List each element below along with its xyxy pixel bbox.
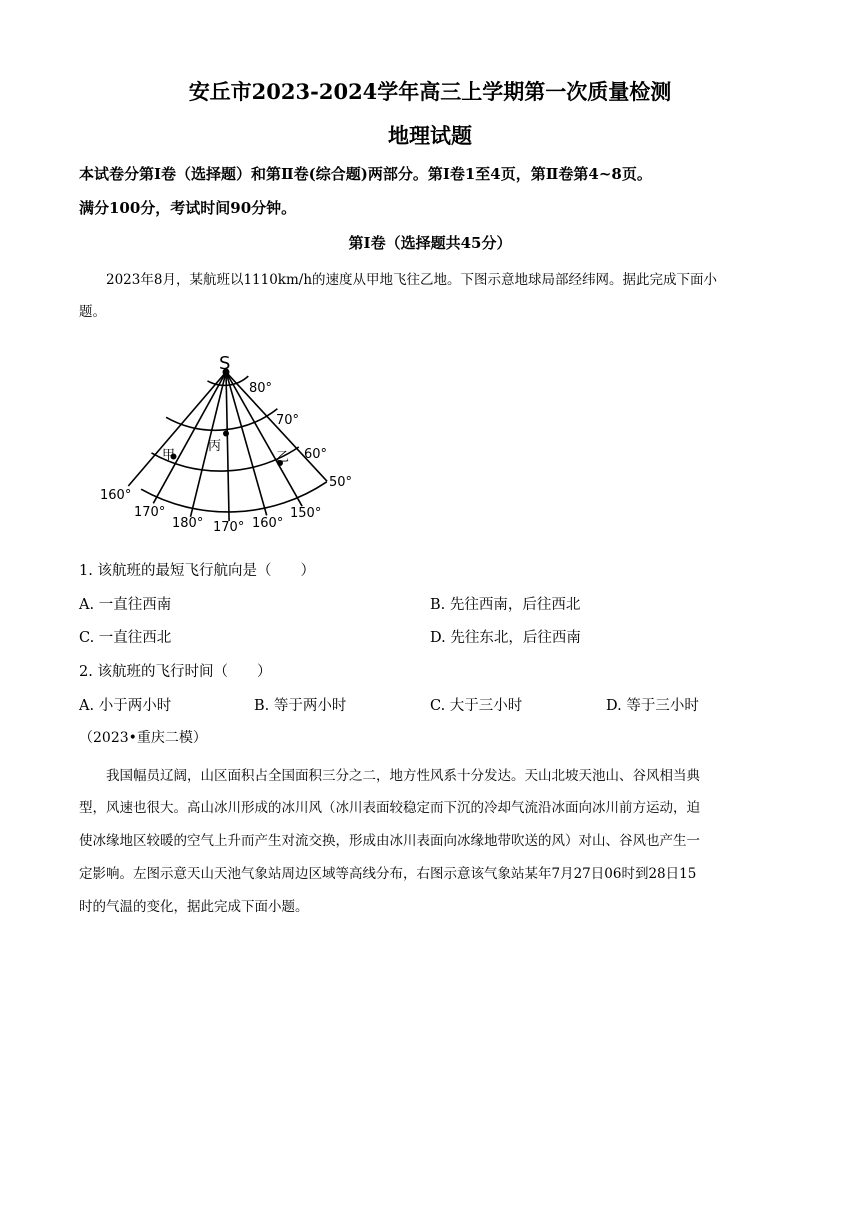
question-2-stem: 2. 该航班的飞行时间（ ） bbox=[79, 664, 272, 680]
lon-label-180: 180° bbox=[172, 516, 204, 531]
point-label-yi: 乙 bbox=[276, 450, 290, 465]
passage-2-line-1: 我国幅员辽阔，山区面积占全国面积三分之二，地方性风系十分发达。天山北坡天池山、谷风相当典 bbox=[106, 768, 700, 784]
lon-label-170w: 170° bbox=[134, 505, 166, 520]
question-1-stem: 1. 该航班的最短飞行航向是（ ） bbox=[79, 563, 315, 579]
section-1-title: 第Ⅰ卷（选择题共45分） bbox=[348, 234, 512, 252]
lon-label-160e: 160° bbox=[252, 516, 284, 531]
question-1-option-a[interactable]: A. 一直往西南 bbox=[79, 597, 172, 613]
lat-label-60: 60° bbox=[304, 447, 328, 462]
question-1-option-c[interactable]: C. 一直往西北 bbox=[79, 630, 172, 646]
intro-line-2: 满分100分，考试时间90分钟。 bbox=[79, 199, 297, 217]
lon-label-170e: 170° bbox=[213, 520, 245, 535]
passage-2-line-5: 时的气温的变化，据此完成下面小题。 bbox=[79, 899, 309, 915]
latitude-line-70 bbox=[166, 409, 277, 431]
question-2-option-a[interactable]: A. 小于两小时 bbox=[79, 698, 172, 714]
lat-label-50: 50° bbox=[329, 475, 353, 490]
passage-2-line-3: 使冰缘地区较暖的空气上升而产生对流交换，形成由冰川表面向冰缘地带吹送的风）对山、谷风也产生一 bbox=[79, 833, 700, 849]
point-bing-dot bbox=[223, 431, 229, 437]
passage-1-line-2: 题。 bbox=[79, 304, 106, 320]
graticule-figure bbox=[95, 348, 365, 538]
page-title: 安丘市2023-2024学年高三上学期第一次质量检测 bbox=[188, 79, 672, 104]
passage-2-line-2: 型，风速也很大。高山冰川形成的冰川风（冰川表面较稳定而下沉的冷却气流沿冰面向冰川前方运动，迫 bbox=[79, 800, 700, 816]
passage-2-line-4: 定影响。左图示意天山天池气象站周边区域等高线分布，右图示意该气象站某年7月27日06时到28日15 bbox=[79, 866, 697, 882]
lat-label-70: 70° bbox=[276, 413, 300, 428]
question-2-option-b[interactable]: B. 等于两小时 bbox=[254, 698, 347, 714]
meridian-170e bbox=[226, 372, 229, 521]
lat-label-80: 80° bbox=[249, 381, 273, 396]
question-2-option-c[interactable]: C. 大于三小时 bbox=[430, 698, 523, 714]
question-2-option-d[interactable]: D. 等于三小时 bbox=[606, 698, 699, 714]
meridian-170w bbox=[153, 372, 226, 503]
intro-line-1: 本试卷分第Ⅰ卷（选择题）和第Ⅱ卷(综合题)两部分。第Ⅰ卷1至4页，第Ⅱ卷第4~8页。 bbox=[79, 165, 652, 183]
page-subtitle: 地理试题 bbox=[388, 123, 472, 148]
source-note: （2023•重庆二模） bbox=[79, 730, 207, 746]
lon-label-150e: 150° bbox=[290, 506, 322, 521]
passage-1-line-1: 2023年8月，某航班以1110km/h的速度从甲地飞往乙地。下图示意地球局部经纬网。据此完成下面小 bbox=[106, 272, 718, 288]
point-label-bing: 丙 bbox=[208, 439, 222, 454]
pole-label: S bbox=[219, 353, 231, 374]
lon-label-160w: 160° bbox=[100, 488, 132, 503]
question-1-option-b[interactable]: B. 先往西南，后往西北 bbox=[430, 597, 581, 613]
question-1-option-d[interactable]: D. 先往东北，后往西南 bbox=[430, 630, 581, 646]
point-label-jia: 甲 bbox=[162, 448, 176, 463]
